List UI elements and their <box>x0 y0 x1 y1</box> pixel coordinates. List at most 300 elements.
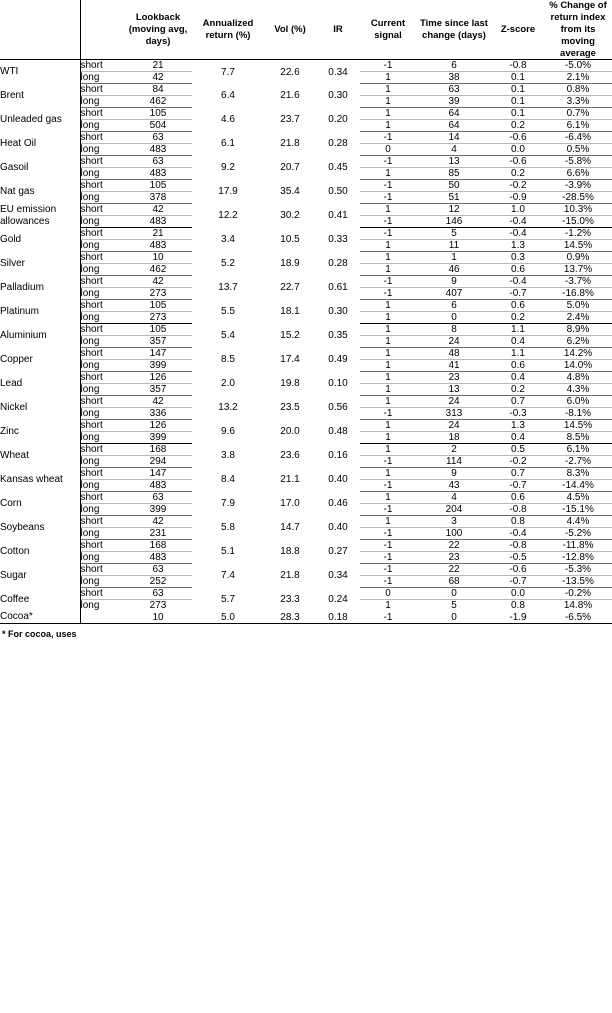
time-since-change-long: 313 <box>416 408 492 420</box>
annualized-return: 7.7 <box>221 66 235 78</box>
ir: 0.46 <box>328 498 348 510</box>
time-since-change-long: 51 <box>416 192 492 204</box>
vol: 23.3 <box>280 594 300 606</box>
time-since-change-long: 23 <box>416 552 492 564</box>
term-label-short: short <box>80 540 124 552</box>
term-label-short: short <box>80 180 124 192</box>
header-vol: Vol (%) <box>274 23 306 35</box>
instrument-name: Nickel <box>0 396 80 420</box>
time-since-change-long: 43 <box>416 480 492 492</box>
term-label-long: long <box>80 120 124 132</box>
pct-change-long: 6.2% <box>544 336 612 348</box>
term-label-long: long <box>80 456 124 468</box>
current-signal-short: -1 <box>360 564 416 576</box>
table-row <box>0 228 612 240</box>
table-row <box>0 300 612 312</box>
current-signal-long: -1 <box>360 456 416 468</box>
lookback-short: 63 <box>124 156 192 168</box>
table-row <box>0 492 612 504</box>
z-score-long: -0.8 <box>492 504 544 516</box>
header-time-since-last-change: Time since last change (days) <box>420 17 488 41</box>
lookback-long: 483 <box>124 240 192 252</box>
lookback-short: 168 <box>124 444 192 456</box>
pct-change-short: 0.7% <box>544 108 612 120</box>
lookback-short: 42 <box>124 516 192 528</box>
time-since-change-long: 0 <box>416 312 492 324</box>
pct-change-short: 6.0% <box>544 396 612 408</box>
instrument-name: Gasoil <box>0 156 80 180</box>
time-since-change-short: 64 <box>416 108 492 120</box>
z-score-long: -0.9 <box>492 192 544 204</box>
lookback-short: 147 <box>124 348 192 360</box>
pct-change-long: 6.1% <box>544 120 612 132</box>
time-since-change-long: 18 <box>416 432 492 444</box>
current-signal-long: 1 <box>360 72 416 84</box>
instrument-name: Gold <box>0 228 80 252</box>
time-since-change-long: 13 <box>416 384 492 396</box>
term-label-long: long <box>80 360 124 372</box>
lookback-long: 483 <box>124 144 192 156</box>
current-signal-short: 1 <box>360 372 416 384</box>
vol: 21.1 <box>280 474 300 486</box>
z-score-long: -0.5 <box>492 552 544 564</box>
instrument-name: Zinc <box>0 420 80 444</box>
ir: 0.30 <box>328 306 348 318</box>
lookback-short: 105 <box>124 324 192 336</box>
annualized-return: 8.4 <box>221 474 235 486</box>
lookback-short: 42 <box>124 396 192 408</box>
term-label-short: short <box>80 252 124 264</box>
z-score-long: 1.3 <box>492 240 544 252</box>
table-row <box>0 420 612 432</box>
annualized-return: 3.8 <box>221 450 235 462</box>
term-label-long: long <box>80 168 124 180</box>
footnote: * For cocoa, uses <box>2 628 77 639</box>
lookback-long: 483 <box>124 480 192 492</box>
lookback-long: 42 <box>124 72 192 84</box>
current-signal-short: 1 <box>360 204 416 216</box>
header-z-score: Z-score <box>500 23 536 35</box>
table-row <box>0 132 612 144</box>
header-annualized-return: Annualized return (%) <box>202 17 254 41</box>
annualized-return: 6.4 <box>221 90 235 102</box>
instrument-name: Sugar <box>0 564 80 588</box>
annualized-return: 5.1 <box>221 546 235 558</box>
instrument-name: Nat gas <box>0 180 80 204</box>
pct-change-long: -2.7% <box>544 456 612 468</box>
lookback-long: 336 <box>124 408 192 420</box>
vol: 21.8 <box>280 138 300 150</box>
lookback-long: 252 <box>124 576 192 588</box>
ir: 0.34 <box>328 66 348 78</box>
pct-change-long: 4.3% <box>544 384 612 396</box>
z-score-single: -1.9 <box>492 611 544 623</box>
pct-change-long: 8.5% <box>544 432 612 444</box>
z-score-short: 0.5 <box>492 444 544 456</box>
table-row <box>0 396 612 408</box>
annualized-return: 2.0 <box>221 378 235 390</box>
time-since-change-long: 5 <box>451 600 457 612</box>
instrument-name: Coffee <box>0 588 80 612</box>
annualized-return: 9.2 <box>221 162 235 174</box>
term-label-long: long <box>80 72 124 84</box>
header-pct-change: % Change of return index from its moving average <box>549 0 607 59</box>
lookback-short: 105 <box>124 108 192 120</box>
ir: 0.48 <box>328 426 348 438</box>
pct-change-long: 14.8% <box>563 600 593 612</box>
table-row <box>0 156 612 168</box>
pct-change-short: -5.3% <box>544 564 612 576</box>
vol: 22.6 <box>280 66 300 78</box>
current-signal-short: -1 <box>360 180 416 192</box>
z-score-short: 1.0 <box>492 204 544 216</box>
header-term <box>80 0 124 60</box>
current-signal-short: 1 <box>360 492 416 504</box>
pct-change-long: -15.1% <box>544 504 612 516</box>
current-signal-short: 1 <box>360 516 416 528</box>
pct-change-long: -5.2% <box>544 528 612 540</box>
lookback-short: 105 <box>124 180 192 192</box>
instrument-name: Palladium <box>0 276 80 300</box>
ir: 0.18 <box>316 611 360 623</box>
pct-change-short: -3.9% <box>544 180 612 192</box>
vol: 21.6 <box>280 90 300 102</box>
lookback-long: 273 <box>124 312 192 324</box>
vol: 17.4 <box>280 354 300 366</box>
z-score-long: -0.4 <box>492 528 544 540</box>
annualized-return: 3.4 <box>221 234 235 246</box>
term-label-short: short <box>80 60 124 72</box>
pct-change-short: 8.3% <box>544 468 612 480</box>
term-label-long: long <box>80 408 124 420</box>
time-since-change-short: 13 <box>416 156 492 168</box>
term-label-long: long <box>80 528 124 540</box>
pct-change-long: 14.0% <box>544 360 612 372</box>
lookback-short: 105 <box>124 300 192 312</box>
z-score-long: 0.2 <box>492 168 544 180</box>
instrument-name: Cocoa* <box>0 611 80 623</box>
current-signal-long: -1 <box>360 552 416 564</box>
term-label-long: long <box>80 600 100 612</box>
time-since-change-short: 48 <box>416 348 492 360</box>
header-current-signal: Current signal <box>370 17 406 41</box>
pct-change-long: -13.5% <box>544 576 612 588</box>
z-score-long: 0.4 <box>492 336 544 348</box>
current-signal-short: 1 <box>360 324 416 336</box>
pct-change-single: -6.5% <box>544 611 612 623</box>
current-signal-short: 1 <box>360 420 416 432</box>
ir: 0.16 <box>328 450 348 462</box>
time-since-change-short: 24 <box>416 396 492 408</box>
z-score-short: 0.0 <box>492 588 544 600</box>
current-signal-short: 1 <box>360 348 416 360</box>
term-label-long: long <box>80 480 124 492</box>
pct-change-long: 14.5% <box>544 240 612 252</box>
time-since-change-short: 4 <box>416 492 492 504</box>
z-score-short: -0.6 <box>492 132 544 144</box>
instrument-name: Aluminium <box>0 324 80 348</box>
ir: 0.24 <box>328 594 348 606</box>
term-label-short: short <box>80 564 124 576</box>
vol: 20.7 <box>280 162 300 174</box>
lookback-short: 42 <box>124 276 192 288</box>
lookback-long: 483 <box>124 552 192 564</box>
z-score-short: -0.8 <box>492 60 544 72</box>
lookback-short: 63 <box>124 492 192 504</box>
ir: 0.50 <box>328 186 348 198</box>
term-label-short: short <box>80 420 124 432</box>
ir: 0.33 <box>328 234 348 246</box>
term-label-short: short <box>80 228 124 240</box>
vol: 14.7 <box>280 522 300 534</box>
pct-change-long: -16.8% <box>544 288 612 300</box>
table-row <box>0 540 612 552</box>
time-since-change-long: 4 <box>416 144 492 156</box>
pct-change-long: -15.0% <box>544 216 612 228</box>
current-signal-long: 1 <box>360 168 416 180</box>
z-score-short: 0.8 <box>492 516 544 528</box>
term-label-short: short <box>80 492 124 504</box>
pct-change-short: 4.4% <box>544 516 612 528</box>
table-row <box>0 60 612 72</box>
term-label-short: short <box>80 348 124 360</box>
lookback-short: 42 <box>124 204 192 216</box>
term-label-long: long <box>80 288 124 300</box>
table-row <box>0 516 612 528</box>
pct-change-short: -5.0% <box>544 60 612 72</box>
vol: 19.8 <box>280 378 300 390</box>
vol: 20.0 <box>280 426 300 438</box>
annualized-return: 7.9 <box>221 498 235 510</box>
time-since-change-short: 2 <box>416 444 492 456</box>
time-since-change-long: 204 <box>416 504 492 516</box>
current-signal-short: -1 <box>360 540 416 552</box>
vol: 35.4 <box>280 186 300 198</box>
term-label-short: short <box>80 516 124 528</box>
table-row <box>0 468 612 480</box>
table-row <box>0 444 612 456</box>
pct-change-short: 6.1% <box>544 444 612 456</box>
annualized-return: 12.2 <box>218 210 238 222</box>
current-signal-long: -1 <box>360 192 416 204</box>
table-row <box>0 276 612 288</box>
z-score-long: 0.2 <box>492 312 544 324</box>
pct-change-short: -6.4% <box>544 132 612 144</box>
term-label-long: long <box>80 504 124 516</box>
term-label-short: short <box>80 204 124 216</box>
time-since-change-short: 5 <box>416 228 492 240</box>
current-signal-short: 1 <box>360 300 416 312</box>
vol: 15.2 <box>280 330 300 342</box>
lookback-short: 84 <box>124 84 192 96</box>
term-label-short: short <box>80 588 124 600</box>
lookback-long: 357 <box>124 384 192 396</box>
pct-change-long: 2.1% <box>544 72 612 84</box>
table-row <box>0 324 612 336</box>
time-since-change-long: 85 <box>416 168 492 180</box>
pct-change-short: 8.9% <box>544 324 612 336</box>
ir: 0.34 <box>328 570 348 582</box>
time-since-change-short: 23 <box>416 372 492 384</box>
annualized-return: 5.4 <box>221 330 235 342</box>
term-label-short: short <box>80 156 124 168</box>
pct-change-short: -5.8% <box>544 156 612 168</box>
table-body <box>0 60 612 624</box>
pct-change-long: 6.6% <box>544 168 612 180</box>
instrument-name: Heat Oil <box>0 132 80 156</box>
vol: 22.7 <box>280 282 300 294</box>
lookback-long: 483 <box>124 168 192 180</box>
z-score-short: 0.3 <box>492 252 544 264</box>
z-score-long: -0.7 <box>492 480 544 492</box>
current-signal-short: 1 <box>360 252 416 264</box>
table-row <box>0 180 612 192</box>
pct-change-short: -3.7% <box>544 276 612 288</box>
time-since-change-long: 38 <box>416 72 492 84</box>
table-row <box>0 588 612 600</box>
time-since-change-short: 6 <box>416 300 492 312</box>
time-since-change-long: 24 <box>416 336 492 348</box>
current-signal-long: 1 <box>360 120 416 132</box>
instrument-name: Kansas wheat <box>0 468 80 492</box>
z-score-short: 0.1 <box>492 108 544 120</box>
header-ir: IR <box>333 23 343 35</box>
lookback-short: 63 <box>124 588 192 600</box>
instrument-name: Silver <box>0 252 80 276</box>
current-signal-short: 1 <box>360 84 416 96</box>
z-score-long: 0.1 <box>492 96 544 108</box>
annualized-return: 13.2 <box>218 402 238 414</box>
time-since-change-single: 0 <box>416 611 492 623</box>
vol: 28.3 <box>264 611 316 623</box>
z-score-short: -0.6 <box>492 564 544 576</box>
current-signal-long: 1 <box>360 384 416 396</box>
lookback-long: 399 <box>124 360 192 372</box>
pct-change-short: -11.8% <box>544 540 612 552</box>
current-signal-short: -1 <box>360 276 416 288</box>
time-since-change-long: 64 <box>416 120 492 132</box>
time-since-change-short: 9 <box>416 276 492 288</box>
lookback-single: 10 <box>124 611 192 623</box>
time-since-change-short: 63 <box>416 84 492 96</box>
table-row <box>0 611 612 623</box>
time-since-change-long: 11 <box>416 240 492 252</box>
annualized-return: 17.9 <box>218 186 238 198</box>
annualized-return: 5.5 <box>221 306 235 318</box>
current-signal-long: 1 <box>360 240 416 252</box>
lookback-short: 10 <box>124 252 192 264</box>
annualized-return: 5.7 <box>221 594 235 606</box>
vol: 17.0 <box>280 498 300 510</box>
z-score-short: 0.7 <box>492 468 544 480</box>
term-label-short: short <box>80 108 124 120</box>
time-since-change-long: 100 <box>416 528 492 540</box>
instrument-name: Corn <box>0 492 80 516</box>
current-signal-long: 1 <box>360 264 416 276</box>
ir: 0.45 <box>328 162 348 174</box>
term-label-short: short <box>80 84 124 96</box>
vol: 23.7 <box>280 114 300 126</box>
time-since-change-long: 46 <box>416 264 492 276</box>
instrument-name: WTI <box>0 60 80 84</box>
current-signal-short: -1 <box>360 228 416 240</box>
pct-change-long: -12.8% <box>544 552 612 564</box>
pct-change-short: 14.2% <box>544 348 612 360</box>
table-row <box>0 252 612 264</box>
lookback-short: 21 <box>124 228 192 240</box>
vol: 30.2 <box>280 210 300 222</box>
z-score-short: 0.4 <box>492 372 544 384</box>
ir: 0.56 <box>328 402 348 414</box>
term-label-short: short <box>80 300 124 312</box>
vol: 18.1 <box>280 306 300 318</box>
term-label-short: short <box>80 444 124 456</box>
ir: 0.28 <box>328 258 348 270</box>
pct-change-long: 0.5% <box>544 144 612 156</box>
ir: 0.40 <box>328 522 348 534</box>
z-score-long: 0.0 <box>492 144 544 156</box>
ir: 0.27 <box>328 546 348 558</box>
time-since-change-short: 8 <box>416 324 492 336</box>
term-label-long: long <box>80 96 124 108</box>
instrument-name: Soybeans <box>0 516 80 540</box>
pct-change-long: -8.1% <box>544 408 612 420</box>
lookback-long: 483 <box>124 216 192 228</box>
instrument-name: Lead <box>0 372 80 396</box>
current-signal-short: 1 <box>360 396 416 408</box>
z-score-long: -0.7 <box>492 288 544 300</box>
lookback-short: 147 <box>124 468 192 480</box>
lookback-long: 504 <box>124 120 192 132</box>
current-signal-long: 1 <box>360 336 416 348</box>
pct-change-long: -28.5% <box>544 192 612 204</box>
table-row <box>0 204 612 216</box>
table-row <box>0 84 612 96</box>
pct-change-long: 13.7% <box>544 264 612 276</box>
annualized-return: 4.6 <box>221 114 235 126</box>
ir: 0.35 <box>328 330 348 342</box>
vol: 23.6 <box>280 450 300 462</box>
z-score-long: -0.4 <box>492 216 544 228</box>
ir: 0.49 <box>328 354 348 366</box>
table-row <box>0 564 612 576</box>
vol: 21.8 <box>280 570 300 582</box>
ir: 0.10 <box>328 378 348 390</box>
current-signal-short: -1 <box>360 132 416 144</box>
pct-change-short: -0.2% <box>544 588 612 600</box>
time-since-change-short: 24 <box>416 420 492 432</box>
current-signal-short: 1 <box>360 468 416 480</box>
z-score-short: -0.8 <box>492 540 544 552</box>
time-since-change-long: 114 <box>416 456 492 468</box>
ir: 0.20 <box>328 114 348 126</box>
vol: 23.5 <box>280 402 300 414</box>
lookback-short: 63 <box>124 564 192 576</box>
z-score-long: 0.2 <box>492 384 544 396</box>
current-signal-long: -1 <box>360 408 416 420</box>
z-score-long: 0.4 <box>492 432 544 444</box>
lookback-long: 399 <box>124 504 192 516</box>
time-since-change-short: 1 <box>416 252 492 264</box>
annualized-return: 5.2 <box>221 258 235 270</box>
pct-change-short: 0.8% <box>544 84 612 96</box>
time-since-change-short: 3 <box>416 516 492 528</box>
time-since-change-short: 9 <box>416 468 492 480</box>
instrument-name: EU emission allowances <box>0 204 80 228</box>
time-since-change-short: 0 <box>416 588 492 600</box>
current-signal-short: 0 <box>360 588 416 600</box>
current-signal-long: 1 <box>360 432 416 444</box>
